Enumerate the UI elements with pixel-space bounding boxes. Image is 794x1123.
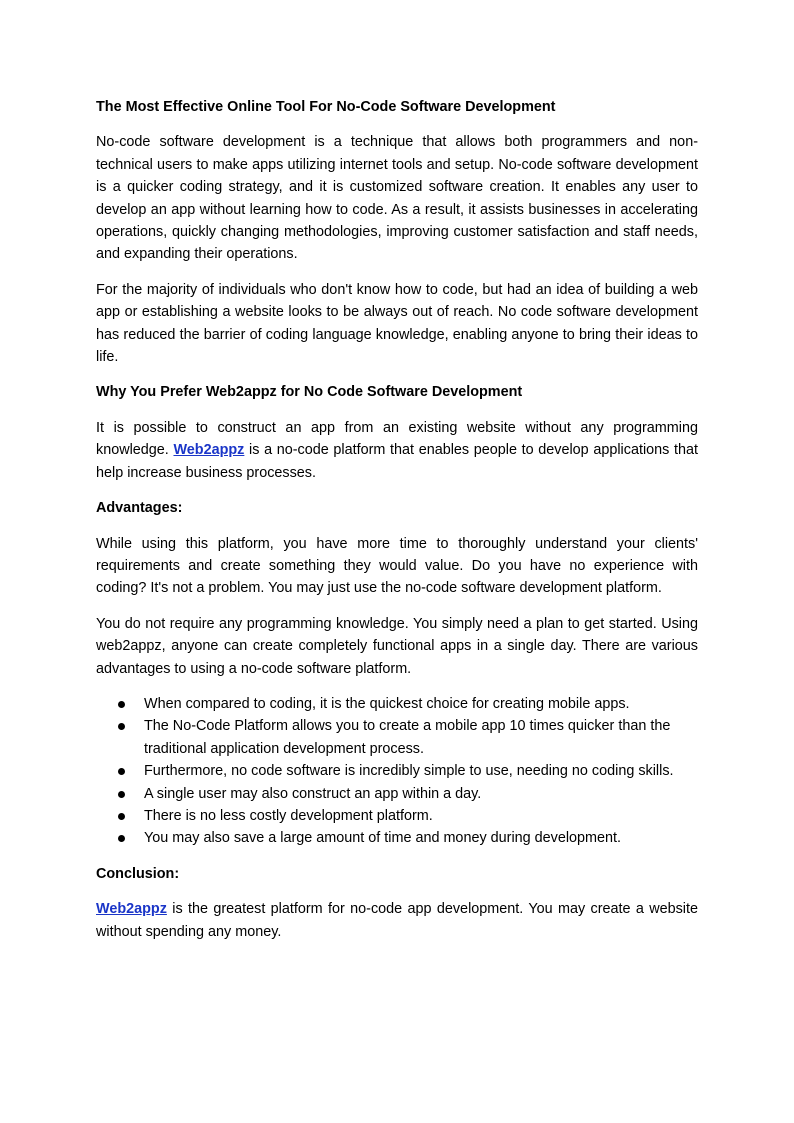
conclusion-heading: Conclusion: [96, 865, 180, 882]
bullet-icon [118, 701, 125, 708]
why-text-after-link: is a no-code platform that enables people to develop applications that help increase business processes. [96, 442, 698, 481]
advantages-paragraph-1: While using this platform, you have more time to thoroughly understand your clients' requirements and create something they would value. Do you have no experience with coding? It's not a problem. You may just use the no-code software development platform. [96, 535, 698, 597]
list-item-text: A single user may also construct an app within a day. [144, 785, 482, 802]
document-title: The Most Effective Online Tool For No-Code Software Development [96, 99, 556, 115]
intro-paragraph-2: For the majority of individuals who don't know how to code, but had an idea of building a web app or establishing a website looks to be always out of reach. No code software development has reduced the barrier of coding language knowledge, enabling anyone to bring their ideas to life. [96, 281, 698, 366]
bullet-icon [118, 813, 125, 820]
advantages-paragraph-2: You do not require any programming knowledge. You simply need a plan to get started. Using web2appz, anyone can create completely functional apps in a single day. There are various advantages to using a no-code software platform. [96, 615, 698, 677]
list-item [96, 693, 698, 715]
intro-paragraph-1: No-code software development is a technique that allows both programmers and non-technical users to make apps utilizing internet tools and setup. No-code software development is a quicker coding strategy, and it is customized software creation. It enables any user to develop an app without learning how to code. As a result, it assists businesses in accelerating operations, quickly changing methodologies, improving customer satisfaction and staff needs, and expanding their operations. [96, 134, 698, 263]
list-item [96, 827, 698, 849]
bullet-icon [118, 835, 125, 842]
list-item-text: There is no less costly development platform. [144, 807, 433, 824]
why-heading: Why You Prefer Web2appz for No Code Software Development [96, 384, 523, 401]
document-page [96, 96, 698, 956]
bullet-icon [118, 723, 125, 730]
bullet-icon [118, 791, 125, 798]
list-item [96, 805, 698, 827]
list-item-text: The No-Code Platform allows you to create a mobile app 10 times quicker than the traditional application development process. [144, 718, 671, 757]
why-paragraph [96, 417, 698, 484]
advantages-list [96, 693, 698, 850]
web2appz-link[interactable]: Web2appz [173, 442, 245, 459]
list-item-text: When compared to coding, it is the quickest choice for creating mobile apps. [144, 695, 630, 712]
bullet-icon [118, 768, 125, 775]
list-item-text: Furthermore, no code software is incredibly simple to use, needing no coding skills. [144, 763, 674, 780]
list-item [96, 783, 698, 805]
why-text-before-link: It is possible to construct an app from an existing website without any programming knowledge. [96, 419, 698, 459]
list-item [96, 715, 698, 760]
list-item [96, 760, 698, 782]
advantages-heading: Advantages: [96, 500, 183, 517]
list-item-text: You may also save a large amount of time and money during development. [144, 830, 622, 847]
web2appz-conclusion-link[interactable]: Web2appz [96, 901, 167, 918]
conclusion-paragraph [96, 898, 698, 943]
conclusion-text-after-link: is the greatest platform for no-code app development. You may create a website without spending any money. [96, 901, 698, 940]
